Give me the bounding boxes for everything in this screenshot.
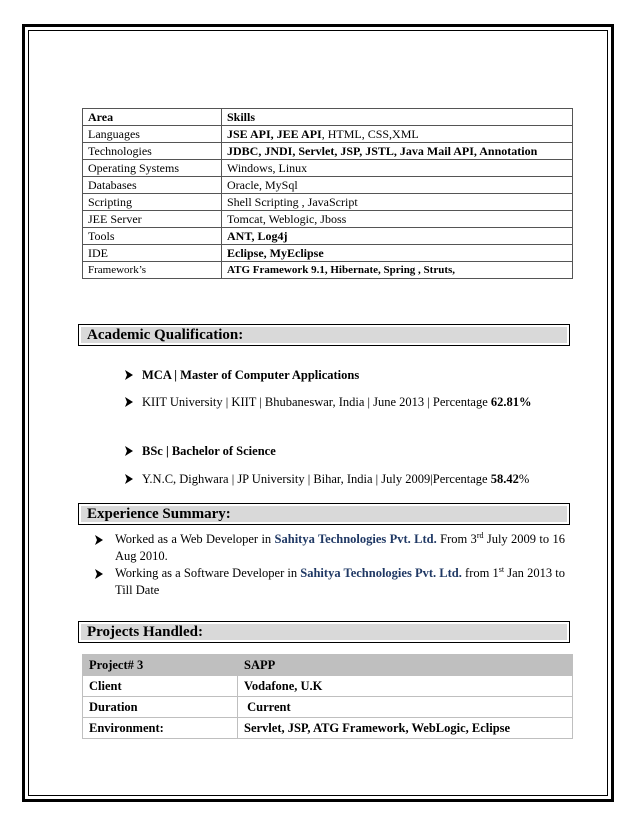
skills-bold: ANT, Log4j xyxy=(227,229,288,243)
company-name: Sahitya Technologies Pvt. Ltd. xyxy=(300,566,462,580)
arrow-bullet-icon xyxy=(125,370,133,380)
list-item xyxy=(125,471,529,488)
area-cell: Operating Systems xyxy=(83,160,222,177)
skills-cell xyxy=(222,245,573,262)
table-row xyxy=(83,143,573,160)
skills-bold: ATG Framework 9.1, Hibernate, Spring , Struts, xyxy=(227,264,456,276)
ordinal-suffix: st xyxy=(498,564,505,574)
header-area: Area xyxy=(83,109,222,126)
exp-text: Worked as a Web Developer in xyxy=(115,532,275,546)
exp-text: Working as a Software Developer in xyxy=(115,566,301,580)
skills-cell xyxy=(222,143,573,160)
section-title: Projects Handled: xyxy=(81,624,567,640)
table-row xyxy=(83,262,573,279)
list-item xyxy=(95,565,565,599)
table-header-row xyxy=(83,109,573,126)
degree-percentage: 62.81% xyxy=(490,395,532,409)
project-label: Environment: xyxy=(83,718,238,739)
table-row xyxy=(83,211,573,228)
area-cell: Framework’s xyxy=(83,262,222,279)
list-item xyxy=(95,531,565,565)
exp-text: From 3 xyxy=(436,532,477,546)
arrow-bullet-icon xyxy=(125,397,133,407)
arrow-bullet-icon xyxy=(95,569,103,579)
skills-cell xyxy=(222,194,573,211)
skills-rest: , HTML, CSS,XML xyxy=(321,127,419,141)
table-row xyxy=(83,194,573,211)
project-label: Project# 3 xyxy=(83,655,238,676)
exp-text: from 1 xyxy=(461,566,499,580)
experience-list xyxy=(95,531,565,599)
degree-title: MCA | Master of Computer Applications xyxy=(142,368,360,382)
skills-rest: Shell Scripting , JavaScript xyxy=(227,195,358,209)
company-name: Sahitya Technologies Pvt. Ltd. xyxy=(274,532,437,546)
degree-percentage: 58.42 xyxy=(490,472,519,486)
percentage-suffix: % xyxy=(518,472,530,486)
skills-cell xyxy=(222,228,573,245)
project-value: Vodafone, U.K xyxy=(238,676,573,697)
area-cell: Tools xyxy=(83,228,222,245)
skills-cell xyxy=(222,177,573,194)
table-row xyxy=(83,126,573,143)
project-value: SAPP xyxy=(238,655,573,676)
skills-cell xyxy=(222,211,573,228)
skills-rest: Oracle, MySql xyxy=(227,178,298,192)
table-row xyxy=(83,245,573,262)
projects-table xyxy=(82,654,573,739)
degree-title: BSc | Bachelor of Science xyxy=(142,444,276,458)
section-title: Experience Summary: xyxy=(81,506,567,522)
degree-detail: Y.N.C, Dighwara | JP University | Bihar, India | July 2009|Percentage xyxy=(142,472,491,486)
skills-table xyxy=(82,108,573,279)
project-label: Duration xyxy=(83,697,238,718)
table-row xyxy=(83,177,573,194)
table-row xyxy=(83,676,573,697)
list-item xyxy=(125,394,532,411)
skills-cell xyxy=(222,160,573,177)
table-row xyxy=(83,160,573,177)
skills-cell xyxy=(222,126,573,143)
ordinal-suffix: rd xyxy=(476,530,484,540)
degree-detail: KIIT University | KIIT | Bhubaneswar, India | June 2013 | Percentage xyxy=(142,395,491,409)
skills-bold: Eclipse, MyEclipse xyxy=(227,246,324,260)
experience-section-heading xyxy=(78,503,570,525)
academic-section-heading xyxy=(78,324,570,346)
arrow-bullet-icon xyxy=(125,474,133,484)
section-title: Academic Qualification: xyxy=(81,327,567,343)
exp-text: July 2009 to 16 Aug 2010. xyxy=(115,532,565,563)
skills-rest: Tomcat, Weblogic, Jboss xyxy=(227,212,347,226)
table-row xyxy=(83,718,573,739)
exp-text: Jan 2013 to Till Date xyxy=(115,566,565,597)
skills-cell xyxy=(222,262,573,279)
project-value: Current xyxy=(238,697,573,718)
table-row xyxy=(83,655,573,676)
header-skills: Skills xyxy=(222,109,573,126)
area-cell: Technologies xyxy=(83,143,222,160)
arrow-bullet-icon xyxy=(95,535,103,545)
table-row xyxy=(83,228,573,245)
list-item xyxy=(125,367,359,384)
list-item xyxy=(125,443,276,460)
skills-bold: JDBC, JNDI, Servlet, JSP, JSTL, Java Mail API, Annotation xyxy=(227,144,538,158)
projects-section-heading xyxy=(78,621,570,643)
arrow-bullet-icon xyxy=(125,446,133,456)
table-row xyxy=(83,697,573,718)
skills-rest: Windows, Linux xyxy=(227,161,308,175)
area-cell: IDE xyxy=(83,245,222,262)
project-label: Client xyxy=(83,676,238,697)
area-cell: Databases xyxy=(83,177,222,194)
project-value: Servlet, JSP, ATG Framework, WebLogic, Eclipse xyxy=(238,718,573,739)
area-cell: Scripting xyxy=(83,194,222,211)
area-cell: JEE Server xyxy=(83,211,222,228)
area-cell: Languages xyxy=(83,126,222,143)
skills-bold: JSE API, JEE API xyxy=(227,127,322,141)
